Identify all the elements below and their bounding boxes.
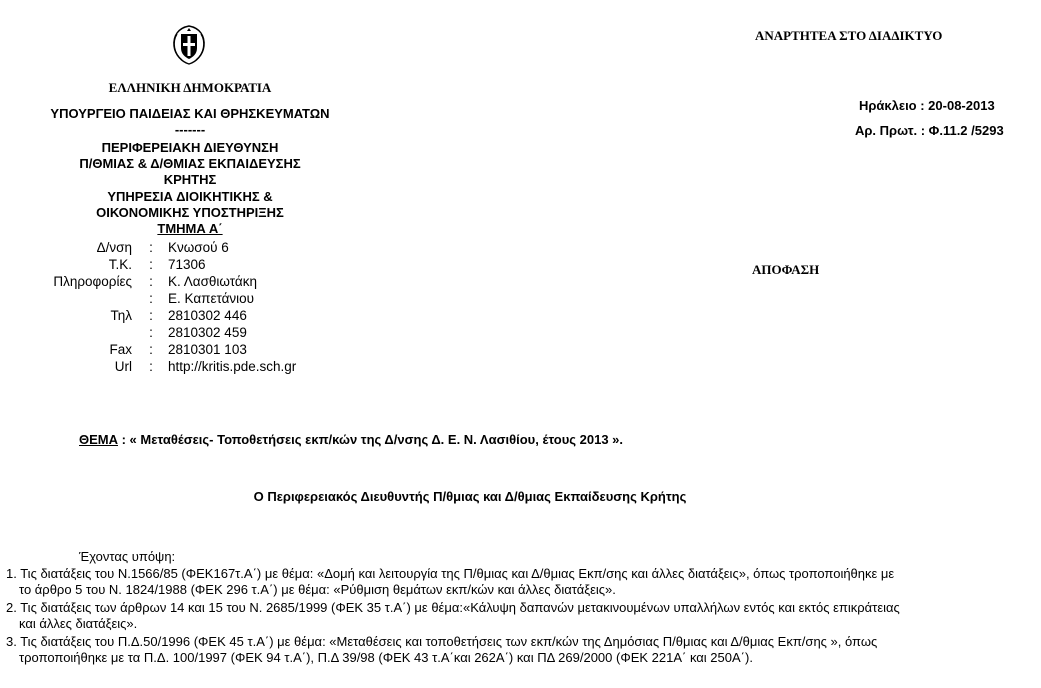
list-item-line: 1. Τις διατάξεις του Ν.1566/85 (ΦΕΚ167τ.Α΄) με θέμα: «Δομή και λειτουργία της Π/θμιας και Δ/θμιας Εκπ/σης και άλλες διατάξεις», όπως τροποποιήθηκε με bbox=[6, 566, 895, 581]
list-item bbox=[6, 600, 900, 632]
contact-value: 71306 bbox=[168, 257, 206, 272]
ministry-title: ΥΠΟΥΡΓΕΙΟ ΠΑΙΔΕΙΑΣ ΚΑΙ ΘΡΗΣΚΕΥΜΑΤΩΝ bbox=[50, 106, 330, 121]
contact-label: Fax bbox=[109, 342, 132, 357]
department-label: ΤΜΗΜΑ Α΄ bbox=[157, 221, 223, 236]
contact-row-info bbox=[42, 274, 257, 289]
subject-text: : « Μεταθέσεις- Τοποθετήσεις εκπ/κών της Δ/νσης Δ. Ε. Ν. Λασιθίου, έτους 2013 ». bbox=[118, 432, 624, 447]
contact-label: Τ.Κ. bbox=[108, 257, 132, 272]
directorate-line-3: ΚΡΗΤΗΣ bbox=[163, 172, 217, 187]
department-title bbox=[0, 221, 380, 237]
contact-url[interactable]: http://kritis.pde.sch.gr bbox=[168, 359, 297, 374]
contact-value: 2810301 103 bbox=[168, 342, 247, 357]
considering-heading: Έχοντας υπόψη: bbox=[79, 549, 176, 564]
list-item bbox=[6, 634, 877, 666]
contact-row-fax bbox=[42, 342, 247, 357]
contact-separator: : bbox=[149, 274, 153, 289]
online-publication-notice: ΑΝΑΡΤΗΤΕΑ ΣΤΟ ΔΙΑΔΙΚΤΥΟ bbox=[755, 28, 943, 43]
contact-value: Ε. Καπετάνιου bbox=[168, 291, 255, 306]
contact-label: Δ/νση bbox=[96, 240, 132, 255]
contact-row-phone-2 bbox=[42, 325, 247, 340]
service-line-1: ΥΠΗΡΕΣΙΑ ΔΙΟΙΚΗΤΙΚΗΣ & bbox=[107, 189, 273, 204]
contact-separator: : bbox=[149, 240, 153, 255]
list-item-line: 3. Τις διατάξεις του Π.Δ.50/1996 (ΦΕΚ 45 τ.Α΄) με θέμα: «Μεταθέσεις και τοποθετήσεις των εκπ/κών της Δημόσιας Π/θμιας και Δ/θμιας Εκπ/σης », όπως bbox=[6, 634, 878, 649]
letterhead bbox=[0, 80, 380, 96]
contact-label: Πληροφορίες bbox=[53, 274, 132, 289]
greek-coat-of-arms-icon bbox=[168, 22, 210, 66]
contact-value: 2810302 459 bbox=[168, 325, 247, 340]
list-item-line: 2. Τις διατάξεις των άρθρων 14 και 15 του Ν. 2685/1999 (ΦΕΚ 35 τ.Α΄) με θέμα:«Κάλυψη δαπανών μετακινουμένων υπαλλήλων εντός και εκτός επικράτειας bbox=[6, 600, 900, 615]
contact-value: Κ. Λασθιωτάκη bbox=[168, 274, 257, 289]
contact-separator: : bbox=[149, 308, 153, 323]
subject-label: ΘΕΜΑ bbox=[79, 432, 118, 447]
contact-separator: : bbox=[149, 342, 153, 357]
place-date: Ηράκλειο : 20-08-2013 bbox=[859, 98, 995, 113]
contact-label: Url bbox=[114, 359, 132, 374]
directorate-line-1: ΠΕΡΙΦΕΡΕΙΑΚΗ ΔΙΕΥΘΥΝΣΗ bbox=[101, 140, 279, 155]
contact-row-url bbox=[42, 359, 296, 374]
list-item-line: τροποποιήθηκε με τα Π.Δ. 100/1997 (ΦΕΚ 94 τ.Α΄), Π.Δ 39/98 (ΦΕΚ 43 τ.Α΄και 262Α΄) και ΠΔ 269/2000 (ΦΕΚ 221Α΄ και 250Α΄). bbox=[19, 650, 753, 665]
list-item-line: και άλλες διατάξεις». bbox=[19, 616, 138, 631]
contact-value: 2810302 446 bbox=[168, 308, 247, 323]
republic-title: ΕΛΛΗΝΙΚΗ ΔΗΜΟΚΡΑΤΙΑ bbox=[108, 80, 272, 95]
director-title: Ο Περιφερειακός Διευθυντής Π/θμιας και Δ/θμιας Εκπαίδευσης Κρήτης bbox=[253, 489, 687, 504]
contact-label bbox=[42, 325, 132, 340]
contact-value: Κνωσού 6 bbox=[168, 240, 229, 255]
contact-separator: : bbox=[149, 325, 153, 340]
subject-line bbox=[79, 432, 623, 447]
contact-label: Τηλ bbox=[110, 308, 132, 323]
separator-line: ------- bbox=[174, 122, 206, 137]
contact-separator: : bbox=[149, 291, 153, 306]
contact-separator: : bbox=[149, 359, 153, 374]
contact-row-info-2 bbox=[42, 291, 254, 306]
list-item-line: το άρθρο 5 του Ν. 1824/1988 (ΦΕΚ 296 τ.Α΄) με θέμα: «Ρύθμιση θεμάτων εκπ/κών και άλλες διατάξεις». bbox=[19, 582, 616, 597]
protocol-number: Αρ. Πρωτ. : Φ.11.2 /5293 bbox=[855, 123, 1004, 138]
service-line-2: ΟΙΚΟΝΟΜΙΚΗΣ ΥΠΟΣΤΗΡΙΞΗΣ bbox=[96, 205, 284, 220]
contact-row-postcode bbox=[42, 257, 206, 272]
list-item bbox=[6, 566, 894, 598]
contact-row-phone bbox=[42, 308, 247, 323]
decision-heading: ΑΠΟΦΑΣΗ bbox=[752, 262, 820, 277]
contact-row-address bbox=[42, 240, 229, 255]
contact-separator: : bbox=[149, 257, 153, 272]
contact-label bbox=[42, 291, 132, 306]
directorate-line-2: Π/ΘΜΙΑΣ & Δ/ΘΜΙΑΣ ΕΚΠΑΙΔΕΥΣΗΣ bbox=[79, 156, 301, 171]
